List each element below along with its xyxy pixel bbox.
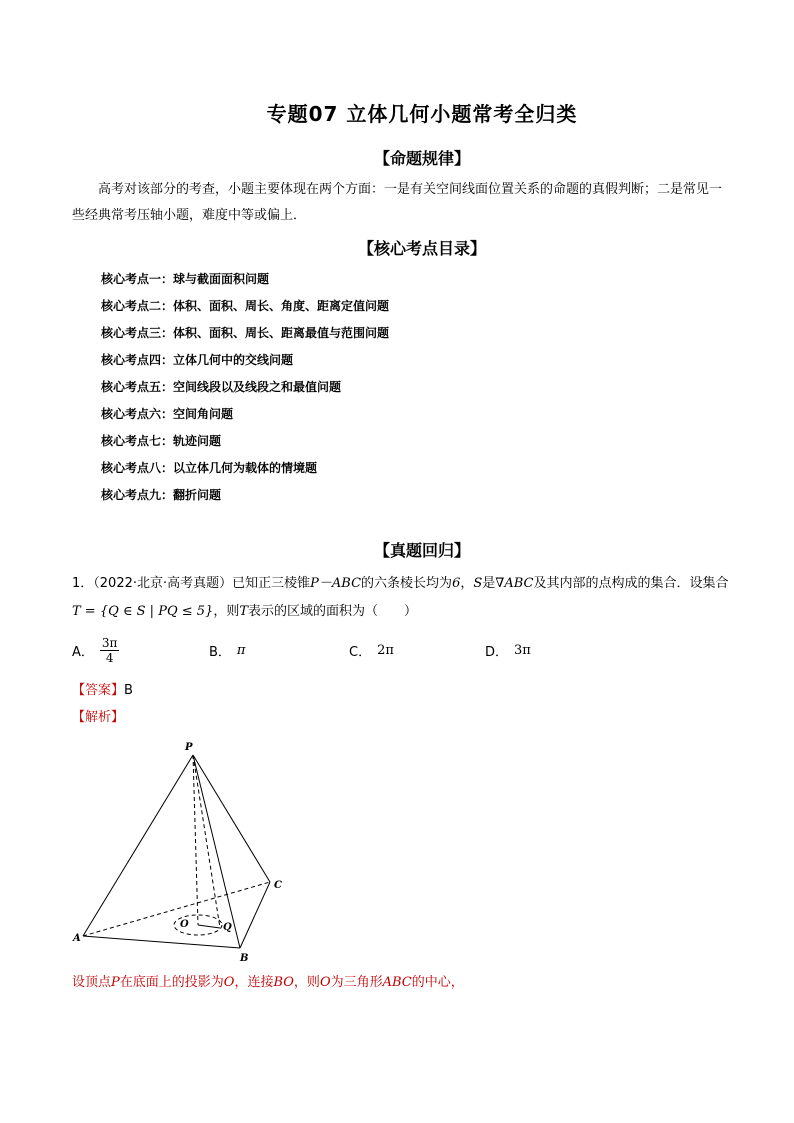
solution-segment: 设顶点 bbox=[72, 975, 112, 990]
solution-segment: 的中心， bbox=[411, 975, 464, 990]
label-q: Q bbox=[223, 922, 232, 933]
choice-label: A． bbox=[72, 644, 94, 660]
triangle-symbol: ∇ABC bbox=[495, 576, 534, 591]
toc-item: 核心考点九：翻折问题 bbox=[101, 488, 222, 502]
choice-label: D． bbox=[485, 644, 509, 660]
set-t-symbol: T bbox=[239, 604, 248, 619]
fraction-numerator: 3π bbox=[101, 635, 118, 650]
choice-value: 2π bbox=[377, 642, 394, 658]
answer-choices bbox=[72, 632, 752, 668]
solution-symbol: P bbox=[111, 975, 120, 990]
solution-symbol: BO bbox=[273, 975, 294, 990]
toc-item: 核心考点一：球与截面面积问题 bbox=[101, 272, 270, 286]
analysis-label: 【解析】 bbox=[72, 710, 125, 725]
label-p: P bbox=[185, 742, 193, 753]
solution-symbol: ABC bbox=[382, 975, 412, 990]
question-text: 及其内部的点构成的集合．设集合 bbox=[533, 576, 729, 591]
toc-item: 核心考点八：以立体几何为载体的情境题 bbox=[101, 461, 318, 475]
edge-ab bbox=[83, 936, 240, 948]
choice-value: 3π bbox=[514, 642, 531, 658]
solution-symbol: O bbox=[319, 975, 331, 990]
section-heading-rules: 【命题规律】 bbox=[373, 149, 470, 168]
toc-item: 核心考点三：体积、面积、周长、距离最值与范围问题 bbox=[101, 326, 390, 340]
pyramid-figure bbox=[60, 736, 300, 968]
segment-oq bbox=[198, 925, 220, 928]
solution-symbol: O bbox=[223, 975, 235, 990]
question-text: ， bbox=[460, 576, 474, 591]
toc-item: 核心考点四：立体几何中的交线问题 bbox=[101, 353, 294, 367]
label-a: A bbox=[73, 933, 81, 944]
question-text: 已知正三棱锥 bbox=[232, 576, 311, 591]
fraction-denominator: 4 bbox=[105, 650, 114, 665]
choice-value: π bbox=[236, 642, 246, 658]
question-number: 1． bbox=[72, 576, 94, 591]
toc-item: 核心考点六：空间角问题 bbox=[101, 407, 234, 421]
question-stem bbox=[72, 570, 732, 626]
question-text: 的六条棱长均为 bbox=[361, 576, 453, 591]
question-text: 是 bbox=[482, 576, 496, 591]
toc-item: 核心考点七：轨迹问题 bbox=[101, 434, 222, 448]
edge-po-hidden bbox=[193, 755, 198, 925]
page-title: 专题07 立体几何小题常考全归类 bbox=[266, 102, 578, 126]
edge-pa bbox=[83, 755, 193, 936]
intro-paragraph bbox=[72, 177, 722, 229]
label-b: B bbox=[240, 953, 249, 964]
label-c: C bbox=[274, 880, 282, 891]
question-source: （2022·北京·高考真题） bbox=[93, 576, 233, 591]
set-definition: T = {Q ∈ S | PQ ≤ 5} bbox=[72, 604, 214, 619]
choice-d[interactable] bbox=[485, 632, 531, 668]
pyramid-symbol: P－ABC bbox=[310, 576, 362, 591]
toc-item: 核心考点五：空间线段以及线段之和最值问题 bbox=[101, 380, 342, 394]
label-o: O bbox=[180, 919, 189, 930]
choice-b[interactable] bbox=[209, 632, 245, 668]
choice-label: C． bbox=[349, 644, 372, 660]
solution-segment: ，连接 bbox=[234, 975, 274, 990]
edge-bc bbox=[240, 882, 270, 948]
fraction bbox=[100, 636, 120, 665]
answer-line bbox=[72, 679, 133, 698]
toc-item: 核心考点二：体积、面积、周长、角度、距离定值问题 bbox=[101, 299, 390, 313]
solution-segment: ，则 bbox=[293, 975, 320, 990]
section-heading-toc: 【核心考点目录】 bbox=[357, 239, 486, 258]
answer-label: 【答案】 bbox=[72, 683, 125, 698]
choice-c[interactable] bbox=[349, 632, 394, 668]
choice-label: B． bbox=[209, 644, 231, 660]
choice-a[interactable] bbox=[72, 632, 119, 668]
toc-list bbox=[101, 270, 389, 513]
solution-text bbox=[72, 972, 732, 994]
section-heading-real-exam: 【真题回归】 bbox=[373, 541, 470, 560]
answer-value: B bbox=[124, 683, 133, 698]
set-s-symbol: S bbox=[473, 576, 483, 591]
solution-segment: 在底面上的投影为 bbox=[119, 975, 224, 990]
question-text: ，则 bbox=[213, 604, 240, 619]
edge-length: 6 bbox=[452, 576, 461, 591]
intro-text: 高考对该部分的考查，小题主要体现在两个方面：一是有关空间线面位置关系的命题的真假判断；二是常见一些经典常考压轴小题，难度中等或偏上． bbox=[72, 182, 723, 223]
solution-segment: 为三角形 bbox=[330, 975, 383, 990]
edge-pc bbox=[193, 755, 270, 882]
question-text: 表示的区域的面积为（ ） bbox=[248, 604, 418, 619]
